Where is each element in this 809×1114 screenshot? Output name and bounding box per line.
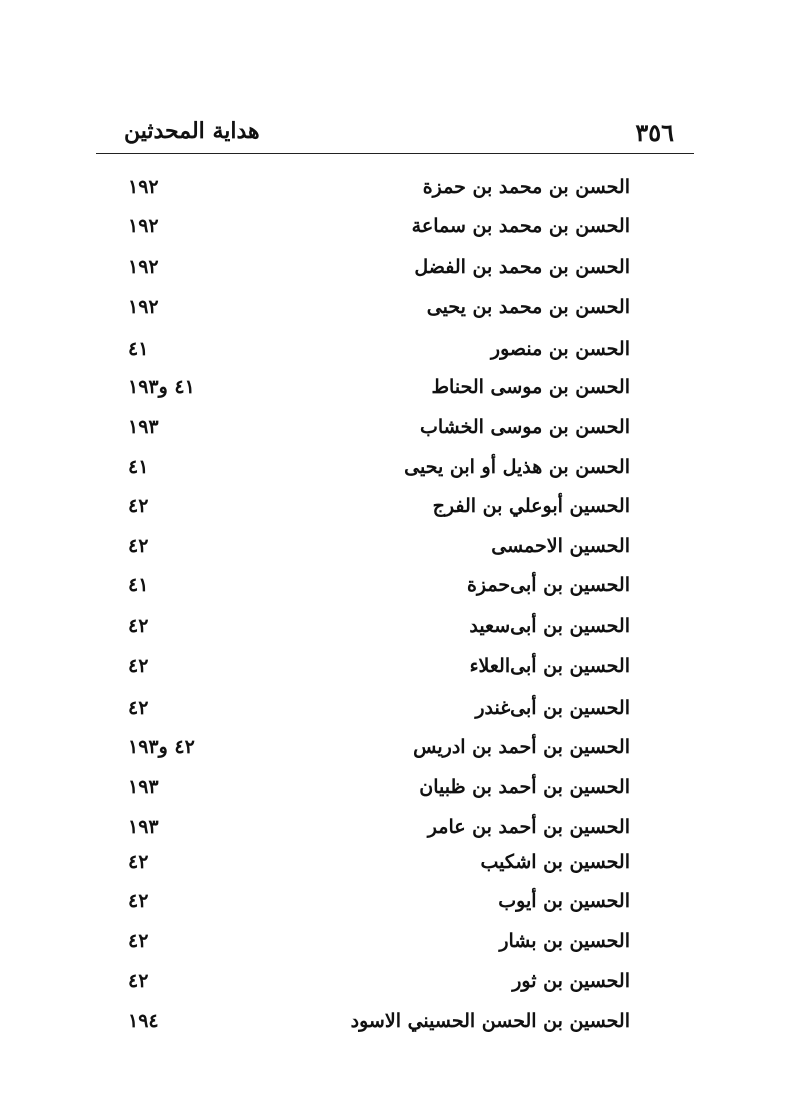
page-header [96,110,694,154]
entry-pages: ٤٢ [128,851,149,873]
entry-name: الحسين بن أبى‌العلاء [469,655,630,677]
entry-pages: ٤٢ و١٩٣ [128,736,195,758]
entry-pages: ٤٢ [128,615,149,637]
index-entry [120,970,630,1006]
index-entry [120,1010,630,1046]
entry-pages: ١٩٣ [128,776,159,798]
entry-pages: ٤١ [128,456,149,478]
entry-pages: ٤٢ [128,930,149,952]
entry-name: الحسين بن أبى‌سعيد [469,615,630,637]
entry-pages: ١٩٢ [128,215,159,237]
entry-pages: ٤١ [128,338,149,360]
entry-pages: ١٩٢ [128,176,159,198]
entry-name: الحسين بن أبى‌حمزة [466,574,630,596]
entry-name: الحسين بن بشار [499,930,630,952]
entry-name: الحسن بن هذيل أو ابن يحيى [404,456,630,478]
index-entry [120,215,630,251]
index-entry [120,256,630,292]
entry-pages: ٤٢ [128,697,149,719]
entry-name: الحسين الاحمسى [491,535,630,557]
entry-name: الحسن بن منصور [490,338,630,360]
index-entry [120,890,630,926]
entry-name: الحسن بن محمد بن يحيى [426,296,630,318]
entry-pages: ٤٢ [128,535,149,557]
entry-name: الحسن بن محمد بن حمزة [422,176,630,198]
index-entry [120,296,630,332]
entry-pages: ١٩٣ [128,816,159,838]
index-entry [120,697,630,733]
entry-name: الحسن بن موسى الحناط [431,376,630,398]
entry-pages: ٤٢ [128,495,149,517]
entry-name: الحسن بن موسى الخشاب [419,416,630,438]
entry-name: الحسين بن ثور [512,970,630,992]
index-entry [120,816,630,852]
entry-pages: ١٩٢ [128,296,159,318]
index-entry [120,456,630,492]
entry-name: الحسين بن أحمد بن ظبيان [419,776,630,798]
index-entry [120,736,630,772]
entry-name: الحسين أبوعلي بن الفرج [432,495,630,517]
entry-name: الحسين بن أحمد بن عامر [427,816,630,838]
entry-pages: ٤١ [128,574,149,596]
entry-name: الحسين بن أيوب [498,890,630,912]
entry-name: الحسن بن محمد بن الفضل [414,256,630,278]
index-entry [120,574,630,610]
entry-pages: ٤١ و١٩٣ [128,376,195,398]
entry-pages: ١٩٤ [128,1010,159,1032]
index-entry [120,535,630,571]
index-entry [120,851,630,887]
header-divider [96,153,694,154]
index-entry [120,615,630,651]
entry-pages: ٤٢ [128,970,149,992]
entry-pages: ١٩٢ [128,256,159,278]
page-number: ٣٥٦ [635,118,674,147]
index-entry [120,176,630,212]
index-entry [120,776,630,812]
index-entry [120,338,630,374]
running-title: هداية المحدثين [124,118,260,144]
entry-name: الحسين بن أبى‌غندر [475,697,630,719]
index-entry [120,495,630,531]
index-entry [120,655,630,691]
entry-name: الحسين بن الحسن الحسيني الاسود [350,1010,630,1032]
entry-name: الحسين بن اشكيب [480,851,630,873]
index-entry [120,416,630,452]
entry-pages: ٤٢ [128,890,149,912]
entry-name: الحسن بن محمد بن سماعة [411,215,630,237]
index-entry [120,930,630,966]
entry-pages: ١٩٣ [128,416,159,438]
index-entry [120,376,630,412]
entry-pages: ٤٢ [128,655,149,677]
entry-name: الحسين بن أحمد بن ادريس [413,736,630,758]
